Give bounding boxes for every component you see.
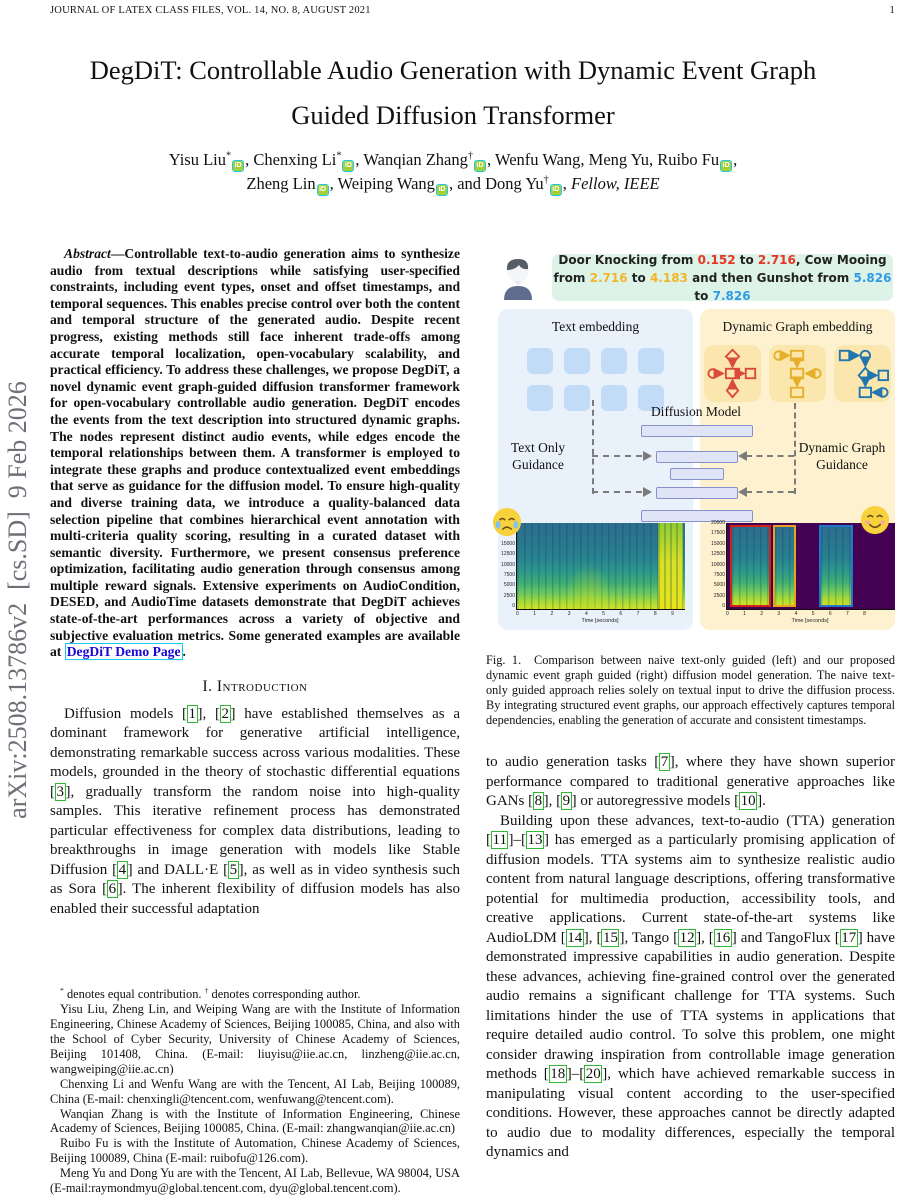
tick-label: 15000 [501, 540, 515, 547]
tick-label: 0 [512, 603, 515, 609]
tick-label: 1 [743, 611, 746, 617]
tick-label: 12500 [711, 551, 725, 558]
author-line2: Zheng Lin iD , Weiping Wang iD , and Dong Yu† iD , Fellow, IEEE [60, 172, 846, 196]
author-list [60, 148, 846, 196]
citation: [ 3 ] [50, 783, 71, 800]
tick-label: 7500 [503, 571, 515, 578]
spectrogram-plot-right [726, 523, 895, 610]
smiling-face-icon [860, 505, 890, 535]
diffusion-layer [656, 451, 738, 463]
tick-label: 3 [567, 611, 571, 617]
citation: [ 2 ] [215, 705, 236, 722]
tick-label: 2500 [713, 592, 725, 599]
citation-link[interactable]: 9 [562, 793, 571, 809]
orcid-icon[interactable]: iD [317, 184, 329, 196]
footnotes [50, 987, 460, 1196]
diffusion-layer [641, 425, 753, 437]
graph-yellow-icon [771, 347, 824, 400]
text-only-guidance-label: Text Only Guidance [510, 440, 566, 472]
tick-label: 10000 [711, 561, 725, 568]
orcid-icon[interactable]: iD [474, 160, 486, 172]
footnote-item: * denotes equal contribution. † denotes corresponding author. [60, 986, 361, 1002]
dynamic-graph-guidance-label: Dynamic Graph Guidance [798, 440, 886, 472]
orcid-icon[interactable]: iD [550, 184, 562, 196]
spectrogram-patch [564, 564, 614, 609]
crying-face-icon [492, 507, 522, 537]
orcid-icon[interactable]: iD [232, 160, 244, 172]
graph-blue-icon [836, 347, 889, 400]
tick-label: 1 [533, 611, 537, 617]
diffusion-layer [656, 487, 738, 499]
section-heading-introduction: I. Introduction [202, 677, 308, 695]
citation: [ 16 ] [708, 929, 737, 946]
citation: [ 10 ] [734, 793, 763, 809]
tick-label: 5000 [713, 582, 725, 589]
tick-label: 20000 [711, 520, 725, 526]
author-line1: Yisu Liu* iD , Chenxing Li* iD , Wanqian Zhang† iD , Wenfu Wang, Meng Yu, Ruibo Fu iD , [60, 148, 846, 172]
orcid-icon[interactable]: iD [720, 160, 732, 172]
running-header [50, 5, 895, 16]
citation: [ 18 ] [543, 1066, 572, 1082]
figure-1 [486, 253, 895, 633]
citation-link[interactable]: 12 [679, 929, 695, 946]
token-square [527, 348, 553, 374]
journal-header: JOURNAL OF LATEX CLASS FILES, VOL. 14, NO. 8, AUGUST 2021 [50, 5, 371, 16]
citation-link[interactable]: 14 [567, 929, 583, 946]
footnote-item: Yisu Liu, Zheng Lin, and Weiping Wang are with the Institute of Information Engineering, Chinese Academy of Sciences, Beijing 100085, China, and also with the School of Cyber Security, University of Chinese Academy of Sciences, Beijing 101408, China. (E-mail: liuyisu@iie.ac.cn, linzheng@iie.ac.cn, wangweiping@iie.ac.cn) [50, 1002, 460, 1076]
graph-red-icon [706, 347, 759, 400]
arrow-right-icon [643, 451, 652, 461]
arrow-left-icon [738, 451, 747, 461]
footnote-item: Chenxing Li and Wenfu Wang are with the Tencent, AI Lab, Beijing 100089, China (E-mail: chenxingli@tencent.com, wenfuwang@tencent.com). [50, 1076, 460, 1106]
graph-guidance-line [746, 455, 794, 457]
tick-label: 8 [863, 611, 866, 617]
citation: [ 4 ] [112, 861, 133, 878]
orcid-icon[interactable]: iD [342, 160, 354, 172]
citation-link[interactable]: 20 [585, 1066, 601, 1082]
citation-link[interactable]: 1 [188, 705, 197, 722]
tick-label: 6 [828, 611, 832, 617]
intro-paragraph-1: Diffusion models [ 1 ], [ 2 ] have established themselves as a dominant framework for generative artificial intelligence, demonstrating remarkable success across various modalities. These models, grounded in the theory of stochastic differential equations [ 3 ], gradually transform the random noise into high-quality samples. This iterative refinement process has demonstrated particular effectiveness for complex data distributions, leading to breakthroughs in image generation with models like Stable Diffusion [ 4 ] and DALL·E [ 5 ], as well as in video synthesis such as Sora [ 6 ]. The inherent flexibility of diffusion models has also enabled their successful adaptation [50, 705, 460, 917]
tick-label: 7500 [713, 571, 725, 578]
tick-label: 2500 [503, 592, 515, 599]
citation-link[interactable]: 5 [229, 861, 238, 878]
x-axis-ticks [516, 611, 674, 617]
tick-label: 12500 [501, 551, 515, 558]
citation: [ 20 ] [579, 1066, 608, 1082]
tick-label: 17500 [711, 530, 725, 537]
tick-label: 7 [636, 611, 640, 617]
citation: [ 8 ] [528, 793, 549, 809]
citation-link[interactable]: 3 [56, 783, 64, 800]
tick-label: 0 [516, 611, 519, 617]
citation: [ 14 ] [560, 929, 589, 946]
event-graph-red [704, 345, 761, 402]
orcid-icon[interactable]: iD [436, 184, 448, 196]
citation-link[interactable]: 4 [118, 861, 127, 878]
event-graph-yellow [769, 345, 826, 402]
event-region-gunshot [819, 525, 853, 608]
footnote-item: Meng Yu and Dong Yu are with the Tencent, AI Lab, Bellevue, WA 98004, USA (E-mail:raymondmyu@global.tencent.com, dyu@global.tencent.com). [50, 1166, 460, 1196]
token-square [527, 385, 553, 411]
tick-label: 5 [811, 611, 815, 617]
citation: [ 5 ] [223, 861, 244, 878]
col2-paragraph-2: Building upon these advances, text-to-audio (TTA) generation [ 11 ]–[ 13 ] has emerged as a particularly promising application of diffusion models. TTA systems aim to synthesize realistic audio content from natural language descriptions, offering transformative potential for multimedia production, accessibility tools, and creative applications. Current state-of-the-art systems like AudioLDM [ 14 ], [ 15 ], Tango [ 12 ], [ 16 ] and TangoFlux [ 17 ] have demonstrated impressive capabilities in audio generation. Despite these advances, achieving fine-grained control over the generated audio remains a significant challenge for TTA systems. Such limitations hinder the use of TTA systems in applications that require detailed audio control. To solve this problem, one might consider drawing inspiration from controllable image generation methods [ 18 ]–[ 20 ], which have achieved remarkable success in manipulating visual content according to the user-specified conditions. However, these approaches cannot be directly adapted to audio due to modality differences, especially the temporal dynamics and [486, 812, 895, 1160]
token-square [564, 348, 590, 374]
arrow-left-icon [738, 487, 747, 497]
spectrogram-text-only [502, 521, 692, 627]
citation: [ 15 ] [596, 929, 625, 946]
tick-label: 4 [584, 611, 588, 617]
graph-guidance-line [746, 491, 794, 493]
citation-link[interactable]: 6 [108, 881, 117, 898]
tick-label: 7 [845, 611, 849, 617]
right-column [486, 253, 895, 1198]
tick-label: 5000 [503, 582, 515, 589]
citation: [ 12 ] [673, 929, 702, 946]
citation-link[interactable]: 13 [527, 832, 543, 848]
footnote-item: Ruibo Fu is with the Institute of Automation, Chinese Academy of Sciences, Beijing 100089, China (E-mail: ruibofu@126.com). [50, 1136, 460, 1166]
col2-paragraph-1: to audio generation tasks [ 7 ], where they have shown superior performance compared to traditional generative approaches like GANs [ 8 ], [ 9 ] or autoregressive models [ 10 ]. [486, 754, 895, 809]
text-embedding-tokens [527, 348, 664, 411]
tick-label: 9 [671, 611, 674, 617]
citation: [ 6 ] [102, 881, 123, 898]
paper-title [60, 48, 846, 138]
event-region-door-knocking [730, 525, 770, 608]
graph-embedding-title: Dynamic Graph embedding [722, 319, 873, 334]
citation: [ 13 ] [520, 832, 549, 848]
citation-link[interactable]: 18 [550, 1066, 566, 1082]
citation: [ 9 ] [556, 793, 577, 809]
demo-page-link[interactable]: DegDiT Demo Page [66, 644, 181, 660]
x-axis-label: Time [seconds] [791, 618, 829, 624]
page-number: 1 [889, 5, 895, 16]
citation: [ 17 ] [834, 929, 863, 946]
tick-label: 0 [726, 611, 729, 617]
tick-label: 6 [619, 611, 623, 617]
spectrogram-graph-guided [712, 521, 895, 627]
citation-link[interactable]: 7 [660, 754, 669, 770]
text-guidance-line [592, 400, 594, 494]
citation-link[interactable]: 10 [740, 793, 756, 809]
user-avatar-icon [498, 254, 538, 302]
footnote-item: Wanqian Zhang is with the Institute of Information Engineering, Chinese Academy of Sciences, Beijing 100085, China. (E-mail: zhangwanqian@iie.ac.cn) [50, 1106, 460, 1136]
citation: [ 1 ] [182, 705, 203, 722]
text-embedding-title: Text embedding [551, 319, 640, 334]
citation-link[interactable]: 16 [715, 929, 731, 946]
arxiv-stamp: arXiv:2508.13786v2 [cs.SD] 9 Feb 2026 [3, 381, 32, 819]
event-description-bubble [552, 254, 893, 301]
citation-link[interactable]: 17 [841, 929, 857, 946]
paper-title-line2: Guided Diffusion Transformer [291, 100, 615, 130]
abstract-paragraph: Abstract—Controllable text-to-audio generation aims to synthesize audio from textual descriptions while satisfying user-specified constraints, including event types, onset and offset timestamps, and temporal sequences. This enables precise control over both the content and temporal structure of the generated audio. Despite recent progress, existing methods still face inherent trade-offs among accurate temporal localization, open-vocabulary scalability, and practical efficiency. To address these challenges, we propose DegDiT, a novel dynamic event graph-guided diffusion transformer framework for open-vocabulary controllable audio generation. DegDiT encodes the events from the text description into structured dynamic graphs. The nodes represent distinct audio events, while edges encode the temporal relationships between them. A transformer is employed to integrate these graphs and produce contextualized event embeddings that serve as guidance for the diffusion model. To ensure high-quality and diverse training data, we introduce a quality-balanced data selection pipeline that combines hierarchical event annotation with multi-criteria quality scoring, resulting in a curated dataset with semantic diversity. Furthermore, we present consensus preference optimization, facilitating audio generation through consensus among multiple reward signals. Extensive experiments on AudioCondition, DESED, and AudioTime datasets demonstrate that DegDiT achieves state-of-the-art performances across a variety of objective and subjective evaluation metrics. Some generated examples are available at DegDiT Demo Page . [50, 246, 460, 660]
tick-label: 4 [794, 611, 798, 617]
y-axis-ticks [712, 521, 725, 609]
token-square [564, 385, 590, 411]
x-axis-label: Time [seconds] [581, 618, 619, 624]
diffusion-model-label: Diffusion Model [650, 404, 742, 419]
citation-link[interactable]: 15 [602, 929, 618, 946]
citation-link[interactable]: 2 [221, 705, 230, 722]
text-guidance-line [592, 491, 642, 493]
tick-label: 2 [760, 611, 764, 617]
token-square [601, 348, 627, 374]
left-column [50, 246, 460, 1198]
title-block [60, 48, 846, 196]
event-description-text: Door Knocking from 0.152 to 2.716, Cow Mooing from 2.716 to 4.183 and then Gunshot from 5.826 to 7.826 [553, 253, 892, 303]
spectrogram-plot-left [516, 523, 685, 610]
tick-label: 8 [653, 611, 657, 617]
tick-label: 10000 [501, 561, 515, 568]
paper-title-line1: DegDiT: Controllable Audio Generation with Dynamic Event Graph [89, 55, 817, 85]
figure-1-caption: Fig. 1. Comparison between naive text-only guided (left) and our proposed dynamic event graph guided (right) diffusion model generation. The naive text-only guided approach relies solely on textual input to drive the diffusion process. By integrating structured event graphs, our approach effectively captures temporal dependencies, enabling the generation of accurate and consistent timestamps. [486, 653, 895, 727]
diffusion-layer [670, 468, 724, 480]
event-graph-blue [834, 345, 891, 402]
spectrogram-yellow-band [658, 523, 683, 609]
tick-label: 2 [550, 611, 554, 617]
arrow-right-icon [643, 487, 652, 497]
event-graph-cards [700, 345, 895, 402]
x-axis-ticks [726, 611, 866, 617]
token-square [638, 348, 664, 374]
text-guidance-line [592, 455, 642, 457]
citation: [ 11 ] [486, 832, 514, 848]
tick-label: 3 [777, 611, 781, 617]
tick-label: 15000 [711, 540, 725, 547]
citation: [ 7 ] [654, 754, 675, 770]
citation-link[interactable]: 11 [492, 832, 507, 848]
event-region-cow-mooing [773, 525, 796, 608]
tick-label: 0 [722, 603, 725, 609]
citation-link[interactable]: 8 [534, 793, 543, 809]
tick-label: 5 [602, 611, 605, 617]
